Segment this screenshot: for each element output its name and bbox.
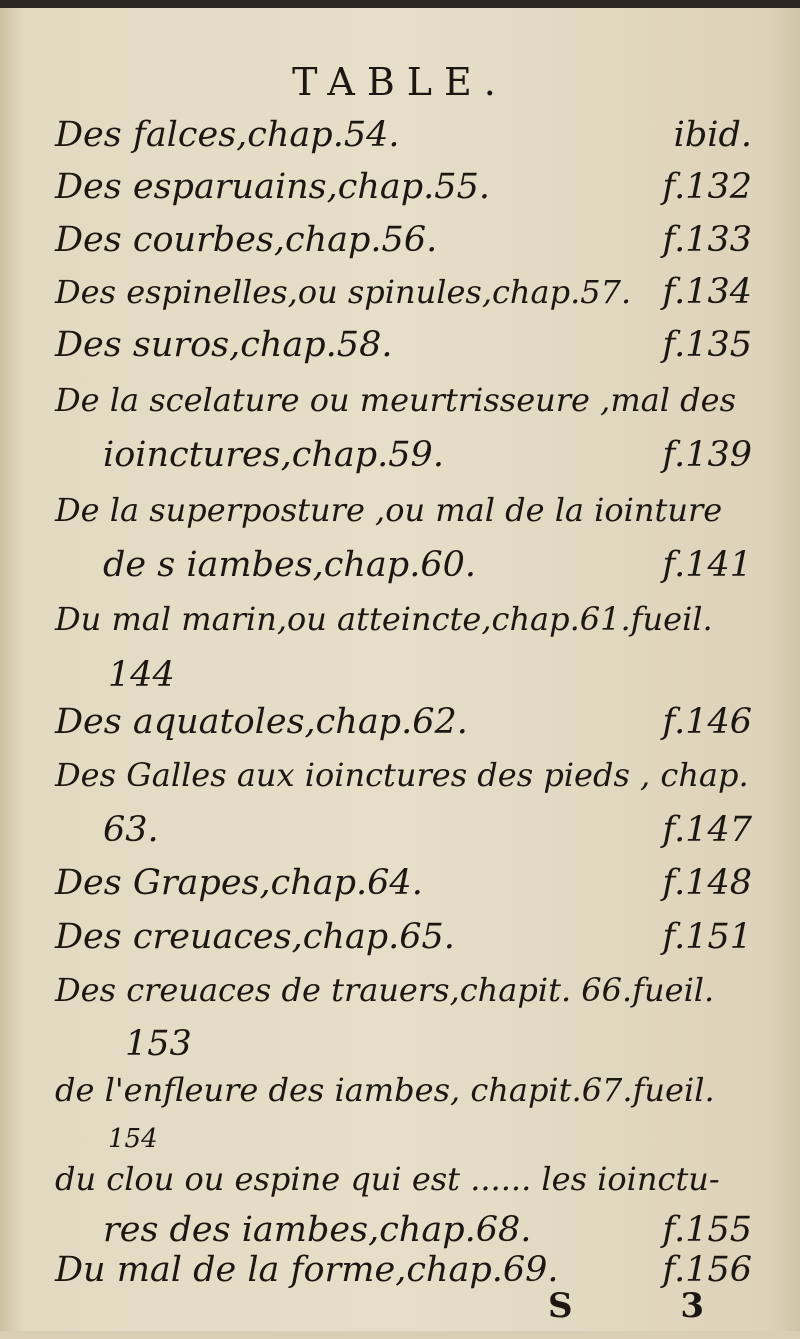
entry-text: De la superposture ,ou mal de la iointure <box>55 491 723 529</box>
signature-mark: S 3 <box>548 1286 753 1326</box>
entry-text: ioinctures,chap.59. <box>103 435 444 475</box>
entry-text: de l'enfleure des iambes, chapit.67.fueil. <box>55 1071 715 1109</box>
entry-folio: f.147 <box>662 810 752 850</box>
entry-folio: f.139 <box>662 435 752 475</box>
entry-text: Des creuaces,chap.65. <box>55 917 455 957</box>
entry-text: res des iambes,chap.68. <box>103 1210 532 1250</box>
entry-text: de s iambes,chap.60. <box>103 545 476 585</box>
entry-text: Des espinelles,ou spinules,chap.57. <box>55 273 632 311</box>
entry-text: 144 <box>108 655 175 695</box>
entry-text: Des Grapes,chap.64. <box>55 863 423 903</box>
entry-folio: f.151 <box>662 917 752 957</box>
entry-folio: f.132 <box>662 167 752 207</box>
entry-folio: f.134 <box>662 272 752 312</box>
entry-text: Des falces,chap.54. <box>55 115 400 155</box>
entry-folio: f.135 <box>662 325 752 365</box>
entry-text: Du mal marin,ou atteincte,chap.61.fueil. <box>55 600 713 638</box>
table-entries <box>0 8 800 1339</box>
entry-text: Des creuaces de trauers,chapit. 66.fueil. <box>55 971 715 1009</box>
entry-folio: f.141 <box>662 545 752 585</box>
entry-text: 154 <box>108 1124 158 1154</box>
entry-folio: f.146 <box>662 702 752 742</box>
entry-folio: ibid. <box>673 115 752 155</box>
entry-text: Des Galles aux ioinctures des pieds , chap. <box>55 756 749 794</box>
entry-text: Des courbes,chap.56. <box>55 220 438 260</box>
entry-text: Des aquatoles,chap.62. <box>55 702 468 742</box>
entry-folio: f.133 <box>662 220 752 260</box>
entry-text: Du mal de la forme,chap.69. <box>55 1250 559 1290</box>
entry-text: 63. <box>103 810 159 850</box>
entry-text: 153 <box>125 1024 192 1064</box>
entry-folio: f.155 <box>662 1210 752 1250</box>
entry-text: Des esparuains,chap.55. <box>55 167 490 207</box>
entry-text: Des suros,chap.58. <box>55 325 393 365</box>
entry-text: De la scelature ou meurtrisseure ,mal des <box>55 381 736 419</box>
entry-folio: f.156 <box>662 1250 752 1290</box>
entry-text: du clou ou espine qui est ...... les ioinctu- <box>55 1160 720 1198</box>
page-header: TABLE. <box>292 60 508 104</box>
entry-folio: f.148 <box>662 863 752 903</box>
